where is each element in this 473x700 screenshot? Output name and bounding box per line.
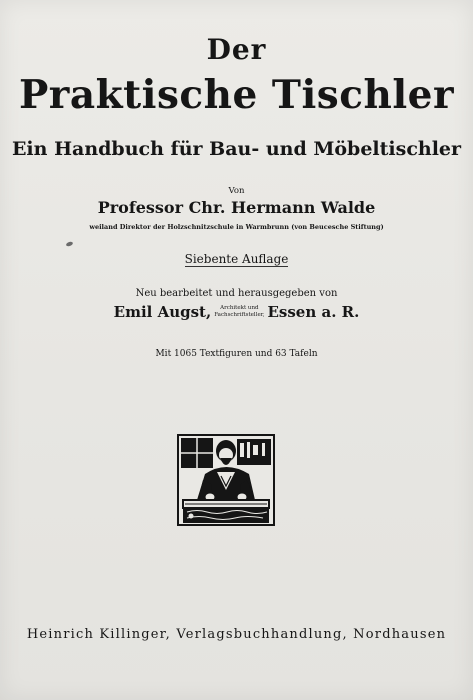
reviser-name: Emil Augst,: [113, 303, 212, 321]
title-article: Der: [206, 33, 267, 66]
reviser-role: [214, 305, 264, 319]
figures-line: Mit 1065 Textfiguren und 63 Tafeln: [155, 349, 318, 359]
author-name: Professor Chr. Hermann Walde: [97, 198, 376, 217]
subtitle: Ein Handbuch für Bau- und Möbeltischler: [11, 138, 462, 160]
edition-line: [0, 252, 473, 266]
reviser-place: Essen a. R.: [267, 303, 360, 321]
main-title: Praktische Tischler: [18, 72, 454, 118]
edition-text: Siebente Auflage: [184, 252, 289, 266]
reviser-line: [0, 303, 473, 321]
by-word: Von: [228, 186, 245, 196]
ink-speck: [66, 241, 74, 247]
publisher-line: Heinrich Killinger, Verlagsbuchhandlung, Nordhausen: [26, 627, 447, 642]
carpenter-illustration: [177, 434, 275, 526]
author-note: weiland Direktor der Holzschnitzschule in Warmbrunn (von Beucesche Stiftung): [89, 223, 384, 231]
reviser-role-line-1: Architekt und: [220, 305, 259, 311]
reviser-role-line-2: Fachschriftsteller,: [214, 312, 265, 318]
revised-line: Neu bearbeitet und herausgegeben von: [135, 288, 338, 299]
